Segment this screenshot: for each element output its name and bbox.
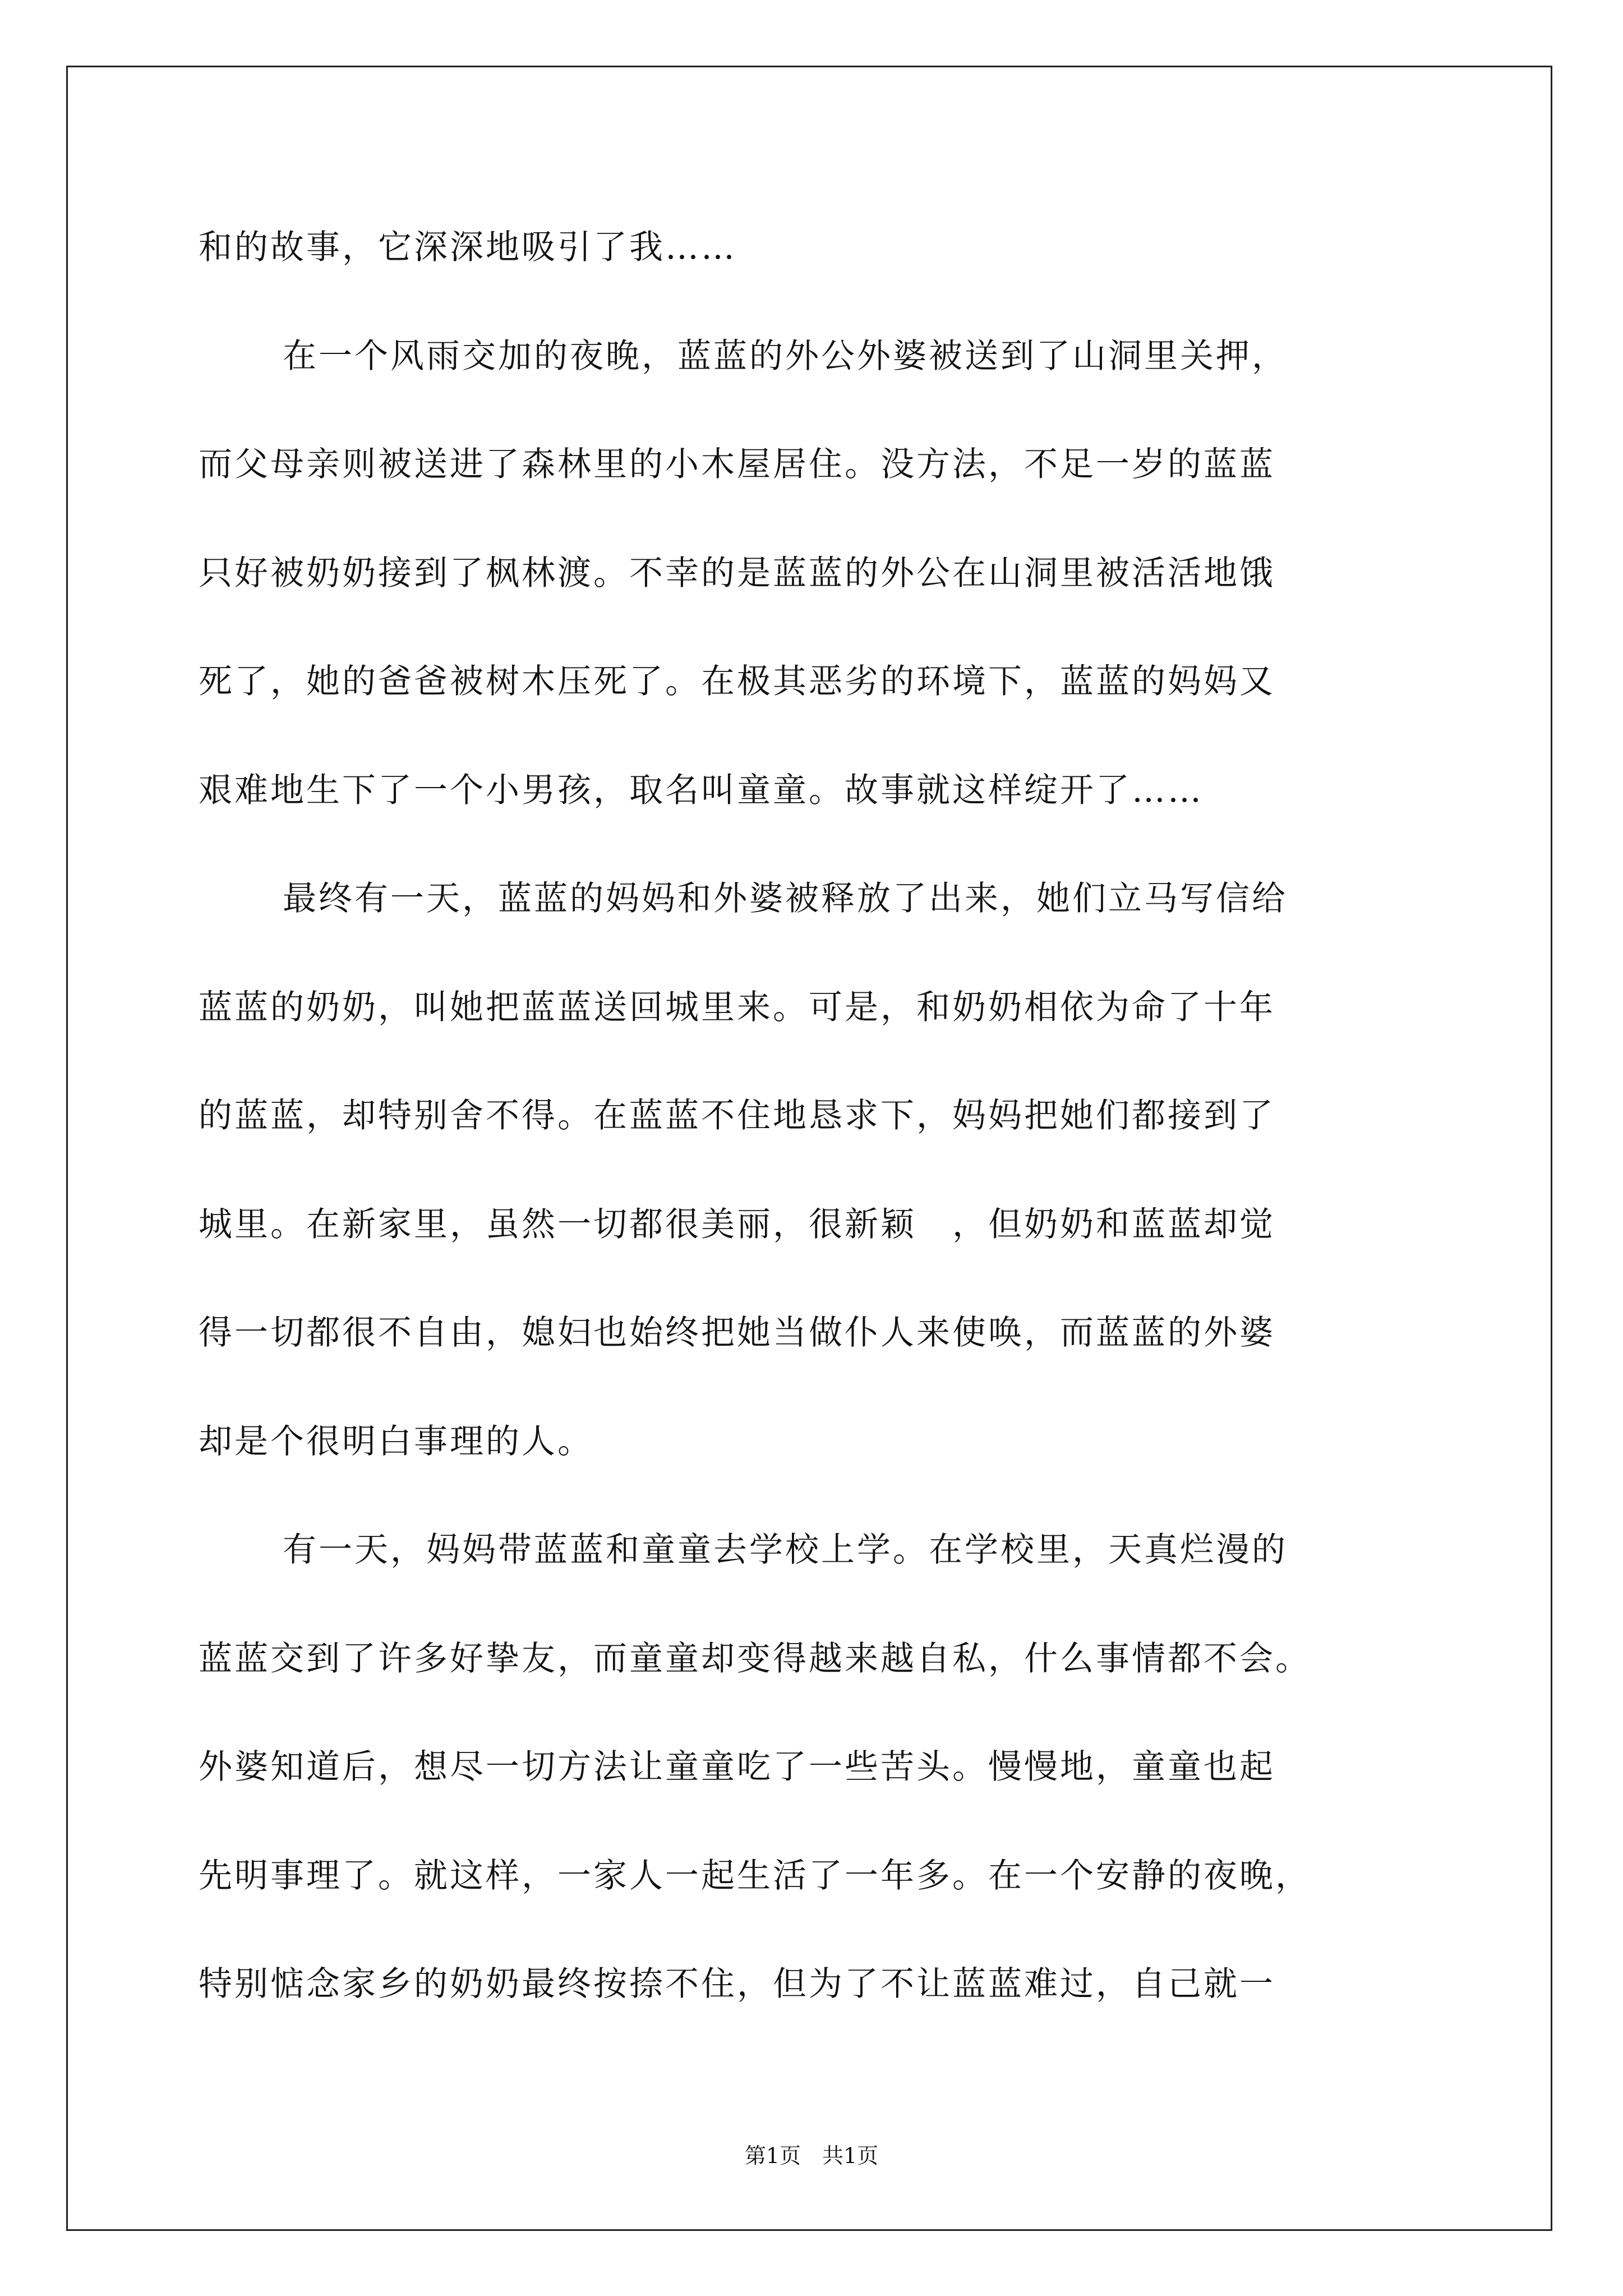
paragraph-start-line: 在一个风雨交加的夜晚，蓝蓝的外公外婆被送到了山洞里关押， <box>283 337 1288 376</box>
text-line: 城里。在新家里，虽然一切都很美丽，很新颖 ，但奶奶和蓝蓝却觉 <box>199 1205 1275 1244</box>
text-line: 死了，她的爸爸被树木压死了。在极其恶劣的环境下，蓝蓝的妈妈又 <box>199 662 1275 701</box>
text-line: 和的故事，它深深地吸引了我…… <box>199 228 737 267</box>
paragraph-start-line: 最终有一天，蓝蓝的妈妈和外婆被释放了出来，她们立马写信给 <box>283 879 1288 918</box>
text-line: 外婆知道后，想尽一切方法让童童吃了一些苦头。慢慢地，童童也起 <box>199 1747 1275 1787</box>
text-line: 只好被奶奶接到了枫林渡。不幸的是蓝蓝的外公在山洞里被活活地饿 <box>199 554 1275 593</box>
text-line: 艰难地生下了一个小男孩，取名叫童童。故事就这样绽开了…… <box>199 771 1204 810</box>
text-line: 而父母亲则被送进了森林里的小木屋居住。没方法，不足一岁的蓝蓝 <box>199 445 1275 484</box>
paragraph-start-line: 有一天，妈妈带蓝蓝和童童去学校上学。在学校里，天真烂漫的 <box>283 1530 1288 1570</box>
text-line: 蓝蓝交到了许多好挚友，而童童却变得越来越自私，什么事情都不会。 <box>199 1639 1311 1678</box>
text-line: 的蓝蓝，却特别舍不得。在蓝蓝不住地恳求下，妈妈把她们都接到了 <box>199 1096 1275 1135</box>
text-line: 得一切都很不自由，媳妇也始终把她当做仆人来使唤，而蓝蓝的外婆 <box>199 1313 1275 1352</box>
text-line: 先明事理了。就这样，一家人一起生活了一年多。在一个安静的夜晚， <box>199 1856 1311 1895</box>
page-border <box>66 66 1552 2231</box>
text-line: 却是个很明白事理的人。 <box>199 1422 593 1461</box>
text-line: 特别惦念家乡的奶奶最终按捺不住，但为了不让蓝蓝难过，自己就一 <box>199 1964 1275 2004</box>
page-number-footer: 第1页 共1页 <box>744 2143 879 2168</box>
text-line: 蓝蓝的奶奶，叫她把蓝蓝送回城里来。可是，和奶奶相依为命了十年 <box>199 988 1275 1027</box>
